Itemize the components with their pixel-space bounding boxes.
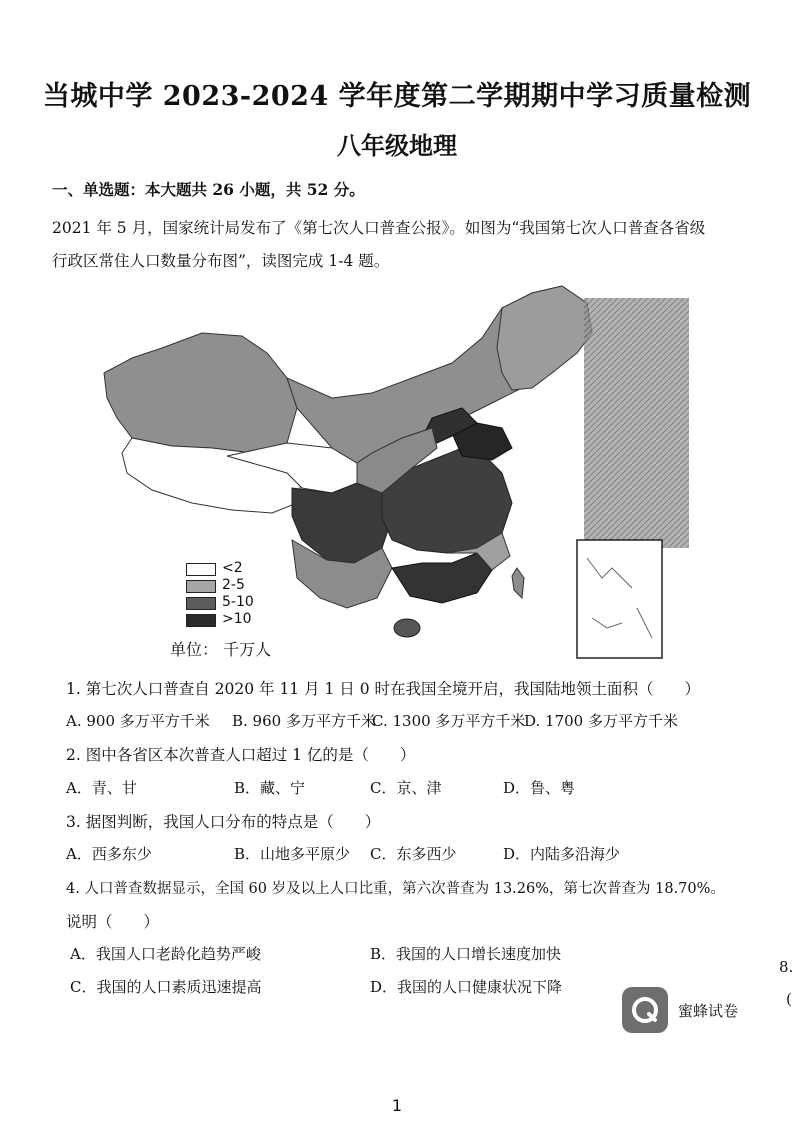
brand-name: 蜜蜂试卷 <box>678 1002 739 1020</box>
edge-text-next-question: 8. <box>779 958 794 976</box>
legend-swatch <box>186 614 216 627</box>
population-map <box>92 278 692 663</box>
region-taiwan <box>512 568 524 598</box>
intro-line-1: 2021 年 5 月，国家统计局发布了《第七次人口普查公报》。如图为“我国第七次人口普查各省级 <box>52 219 706 237</box>
legend-item <box>186 594 256 610</box>
section-heading: 一、单选题：本大题共 26 小题，共 52 分。 <box>52 180 365 199</box>
question-1-stem: 1. 第七次人口普查自 2020 年 11 月 1 日 0 时在我国全境开启，我国陆地领土面积（ ） <box>66 680 701 698</box>
edge-text-paren: ( <box>786 990 792 1008</box>
legend-label: >10 <box>222 611 252 627</box>
exam-title: 当城中学 2023-2024 学年度第二学期期中学习质量检测 <box>42 81 752 112</box>
q3-option-d: D．内陆多沿海少 <box>503 845 621 863</box>
legend-swatch <box>186 580 216 593</box>
legend-label: 2-5 <box>222 577 245 593</box>
q1-option-a: A. 900 多万平方千米 <box>66 712 210 730</box>
question-4-stem-cont: 说明（ ） <box>66 913 160 931</box>
q2-option-d: D．鲁、粤 <box>503 779 576 797</box>
q1-option-c: C. 1300 多万平方千米 <box>372 712 526 730</box>
legend-label: <2 <box>222 560 243 576</box>
q4-option-c: C．我国的人口素质迅速提高 <box>70 978 262 996</box>
q2-option-b: B．藏、宁 <box>234 779 306 797</box>
intro-line-2: 行政区常住人口数量分布图”，读图完成 1-4 题。 <box>52 252 390 270</box>
q1-option-d: D. 1700 多万平方千米 <box>524 712 678 730</box>
q2-option-c: C．京、津 <box>370 779 442 797</box>
legend-item <box>186 577 256 593</box>
brand-logo-icon <box>622 987 668 1033</box>
q4-option-a: A．我国人口老龄化趋势严峻 <box>70 945 261 963</box>
page-number: 1 <box>391 1096 403 1115</box>
legend-item <box>186 611 256 627</box>
q4-option-b: B．我国的人口增长速度加快 <box>370 945 562 963</box>
south-china-sea-inset <box>577 540 662 658</box>
q4-option-d: D．我国的人口健康状况下降 <box>370 978 563 996</box>
q3-option-c: C．东多西少 <box>370 845 457 863</box>
question-3-stem: 3. 据图判断，我国人口分布的特点是（ ） <box>66 813 381 831</box>
map-edge-texture <box>584 298 689 548</box>
region-northeast <box>497 286 592 390</box>
legend-swatch <box>186 597 216 610</box>
q3-option-a: A．西多东少 <box>66 845 152 863</box>
q1-option-b: B. 960 多万平方千米 <box>232 712 376 730</box>
map-unit: 单位： 千万人 <box>170 640 272 659</box>
exam-subtitle: 八年级地理 <box>337 131 457 160</box>
question-4-stem: 4. 人口普查数据显示，全国 60 岁及以上人口比重，第六次普查为 13.26%，第七次普查为 18.70%。 <box>66 881 725 897</box>
region-guangdong <box>392 553 492 603</box>
legend-label: 5-10 <box>222 594 254 610</box>
legend-swatch <box>186 563 216 576</box>
legend-item <box>186 560 256 576</box>
question-2-stem: 2. 图中各省区本次普查人口超过 1 亿的是（ ） <box>66 746 416 764</box>
region-xinjiang <box>104 333 297 453</box>
q2-option-a: A．青、甘 <box>66 779 137 797</box>
region-hainan <box>394 619 420 637</box>
q3-option-b: B．山地多平原少 <box>234 845 351 863</box>
